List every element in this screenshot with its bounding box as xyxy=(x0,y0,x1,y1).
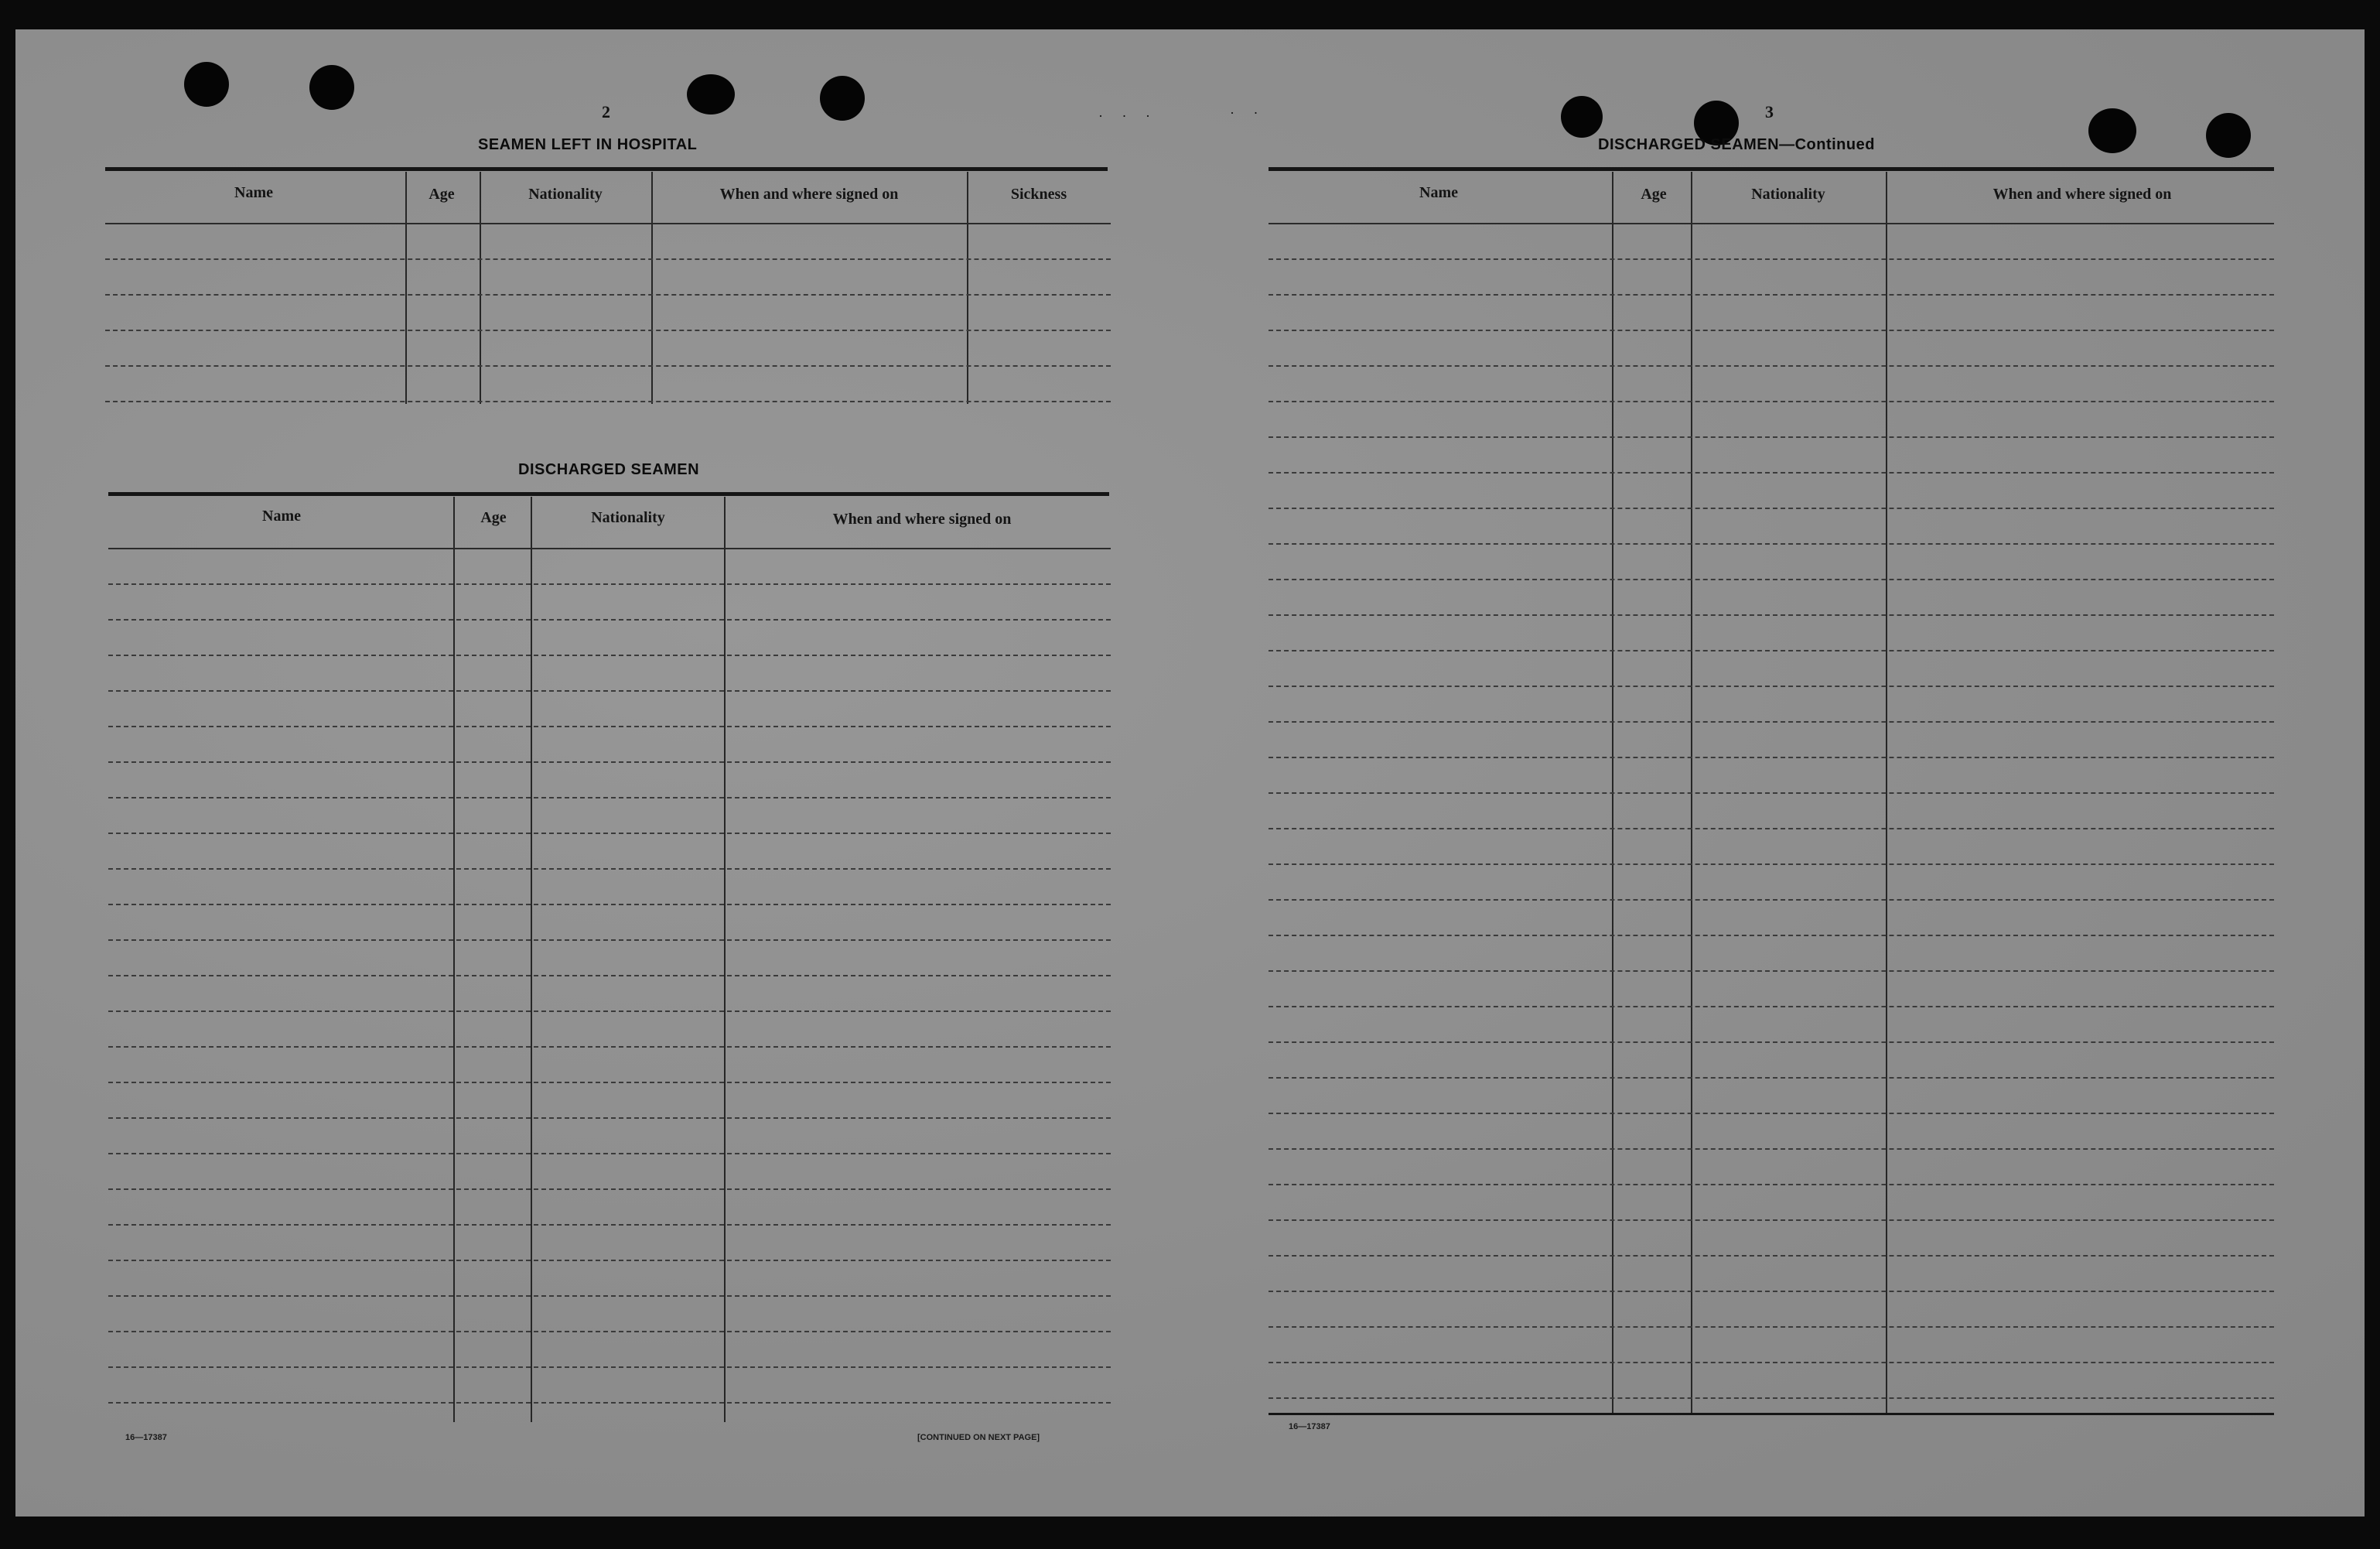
column-header-nationality: Nationality xyxy=(1751,186,1825,203)
row-line xyxy=(108,1295,1111,1298)
column-header-signed-on: When and where signed on xyxy=(832,511,1012,528)
row-line xyxy=(1269,1291,2274,1293)
row-line xyxy=(108,904,1111,906)
column-header-signed-on: When and where signed on xyxy=(719,186,899,203)
punch-hole xyxy=(1561,96,1603,138)
row-line xyxy=(1269,828,2274,830)
row-line xyxy=(1269,330,2274,332)
section-rule xyxy=(105,167,1108,171)
row-line xyxy=(1269,1041,2274,1044)
hospital-table xyxy=(105,172,1111,404)
row-line xyxy=(108,1046,1111,1048)
row-line xyxy=(1269,792,2274,795)
row-line xyxy=(1269,899,2274,901)
discharged-table xyxy=(108,497,1111,1422)
row-line xyxy=(1269,970,2274,973)
row-line xyxy=(108,1082,1111,1084)
row-line xyxy=(1269,614,2274,617)
section-title-hospital: SEAMEN LEFT IN HOSPITAL xyxy=(478,136,698,153)
header-underline xyxy=(108,548,1111,550)
row-line xyxy=(1269,757,2274,759)
punch-hole xyxy=(2206,113,2251,158)
row-line xyxy=(108,1188,1111,1191)
row-line xyxy=(1269,294,2274,296)
row-line xyxy=(1269,650,2274,652)
column-divider xyxy=(724,497,726,1422)
row-line xyxy=(1269,1006,2274,1008)
form-number: 16—17387 xyxy=(125,1433,167,1442)
row-line xyxy=(108,1224,1111,1226)
row-line xyxy=(1269,1362,2274,1364)
row-line xyxy=(1269,508,2274,510)
row-line xyxy=(1269,365,2274,368)
column-header-signed-on: When and where signed on xyxy=(1992,186,2172,203)
row-line xyxy=(108,1366,1111,1369)
column-header-name: Name xyxy=(1419,184,1458,201)
row-line xyxy=(105,330,1111,332)
row-line xyxy=(105,401,1111,403)
row-line xyxy=(1269,686,2274,688)
row-line xyxy=(108,761,1111,764)
row-line xyxy=(1269,1077,2274,1079)
punch-hole xyxy=(309,65,354,110)
row-line xyxy=(108,726,1111,728)
row-line xyxy=(108,975,1111,977)
bottom-rule xyxy=(1269,1413,2274,1415)
section-title-discharged-continued: DISCHARGED SEAMEN—Continued xyxy=(1598,136,1875,153)
punch-hole xyxy=(687,74,735,115)
row-line xyxy=(108,1402,1111,1404)
column-header-nationality: Nationality xyxy=(591,509,665,526)
section-rule xyxy=(108,492,1109,496)
page-number: 2 xyxy=(602,102,610,121)
row-line xyxy=(108,690,1111,692)
row-line xyxy=(1269,543,2274,545)
column-header-age: Age xyxy=(429,186,455,203)
discharged-continued-table xyxy=(1269,172,2274,1414)
row-line xyxy=(105,365,1111,368)
section-title-discharged: DISCHARGED SEAMEN xyxy=(518,461,700,478)
form-number: 16—17387 xyxy=(1289,1422,1330,1431)
row-line xyxy=(108,939,1111,942)
row-line xyxy=(108,655,1111,657)
section-rule xyxy=(1269,167,2274,171)
scan-specks: · · · xyxy=(1098,108,1158,124)
column-divider xyxy=(405,172,407,404)
column-header-sickness: Sickness xyxy=(1010,186,1067,203)
row-line xyxy=(1269,258,2274,261)
row-line xyxy=(1269,579,2274,581)
row-line xyxy=(1269,935,2274,937)
row-line xyxy=(105,294,1111,296)
row-line xyxy=(108,583,1111,586)
column-header-name: Name xyxy=(262,508,301,525)
row-line xyxy=(1269,1113,2274,1115)
column-header-nationality: Nationality xyxy=(528,186,603,203)
row-line xyxy=(1269,1397,2274,1400)
scan-specks: · · xyxy=(1230,105,1266,121)
row-line xyxy=(108,619,1111,621)
column-divider xyxy=(453,497,455,1422)
row-line xyxy=(1269,1184,2274,1186)
header-underline xyxy=(1269,223,2274,225)
row-line xyxy=(1269,721,2274,723)
punch-hole xyxy=(820,76,865,121)
row-line xyxy=(1269,1219,2274,1222)
row-line xyxy=(1269,472,2274,474)
row-line xyxy=(1269,863,2274,866)
row-line xyxy=(108,1260,1111,1262)
punch-hole xyxy=(2088,108,2136,153)
row-line xyxy=(1269,1255,2274,1257)
column-divider xyxy=(531,497,532,1422)
row-line xyxy=(108,1117,1111,1120)
row-line xyxy=(108,1010,1111,1013)
row-line xyxy=(105,258,1111,261)
row-line xyxy=(108,1331,1111,1333)
column-header-age: Age xyxy=(1641,186,1667,203)
column-divider xyxy=(651,172,653,404)
continued-note: [CONTINUED ON NEXT PAGE] xyxy=(917,1433,1040,1442)
row-line xyxy=(108,868,1111,870)
row-line xyxy=(108,797,1111,799)
header-underline xyxy=(105,223,1111,225)
column-divider xyxy=(967,172,968,404)
row-line xyxy=(108,1153,1111,1155)
row-line xyxy=(1269,1148,2274,1151)
column-header-name: Name xyxy=(234,184,273,201)
punch-hole xyxy=(184,62,229,107)
row-line xyxy=(108,833,1111,835)
page-number: 3 xyxy=(1765,102,1774,121)
row-line xyxy=(1269,1326,2274,1328)
column-header-age: Age xyxy=(480,509,507,526)
column-divider xyxy=(480,172,481,404)
row-line xyxy=(1269,401,2274,403)
row-line xyxy=(1269,436,2274,439)
